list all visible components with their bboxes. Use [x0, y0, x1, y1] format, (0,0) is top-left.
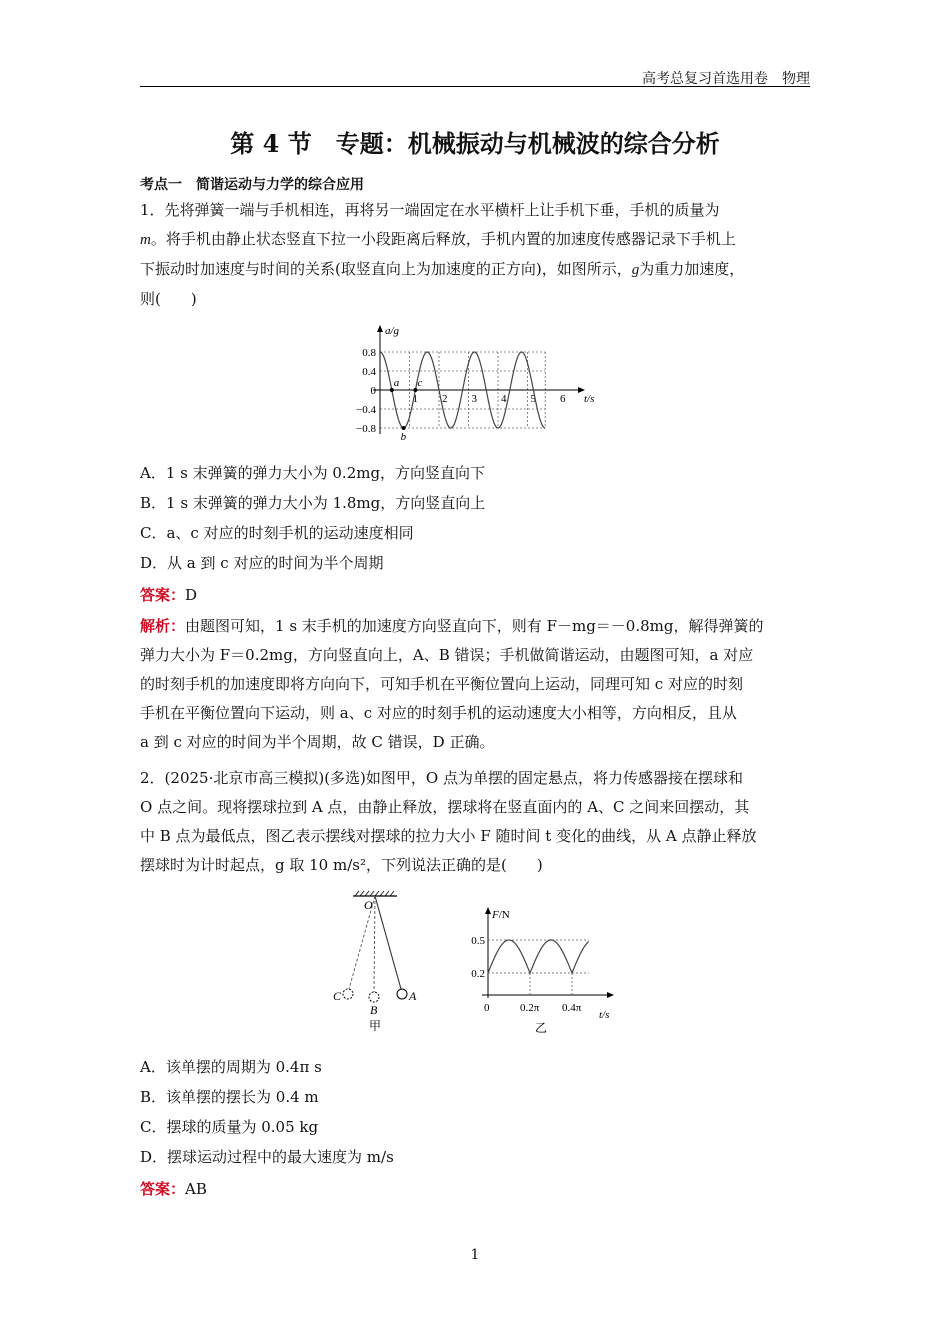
running-header: 高考总复习首选用卷 物理 — [642, 71, 810, 87]
point-c-label: C — [333, 989, 342, 1003]
force-chart — [460, 904, 625, 1036]
x-tick-label: 0.2π — [520, 1002, 540, 1014]
point-a-label: A — [409, 989, 417, 1003]
q2-answer: 答案：AB — [140, 1180, 207, 1198]
point-c-label: c — [417, 377, 423, 389]
f-axis-label: F/N — [492, 909, 510, 921]
figure-b-caption: 乙 — [535, 1021, 548, 1035]
q2-option-c: C．摆球的质量为 0.05 kg — [140, 1118, 319, 1136]
point-o-label: O — [364, 898, 373, 912]
q2-option-d: D．摆球运动过程中的最大速度为 m/s — [140, 1148, 394, 1166]
x-tick-label: 0.4π — [562, 1002, 582, 1014]
page-number: 1 — [470, 1247, 480, 1263]
y-tick-label: 0 — [370, 385, 376, 397]
point-a-label: a — [393, 377, 400, 389]
x-tick-label: 3 — [471, 393, 477, 405]
q1-option-b: B．1 s 末弹簧的弹力大小为 1.8mg，方向竖直向上 — [140, 494, 486, 512]
q1-answer: 答案：D — [140, 586, 198, 604]
point-b-label: b — [400, 431, 407, 443]
bob-a — [397, 989, 407, 999]
x-tick-label: 4 — [501, 393, 507, 405]
force-curve — [488, 940, 589, 973]
question-2-text: 2．(2025·北京市高三模拟)(多选)如图甲，O 点为单摆的固定悬点，将力传感器接在摆球和 O 点之间。现将摆球拉到 A 点，由静止释放，摆球将在竖直面内的 A、C 之间来回摆动，其 中 B 点为最低点，图乙表示摆线对摆球的拉力大小 F 随时间 t 变化的曲线，从 A 点静止释放 摆球时为计时起点，g 取 10 m/s²，下列说法正确的是( ) — [140, 769, 757, 874]
bob-c — [343, 989, 353, 999]
point-b — [402, 426, 406, 430]
question-1-text: 1．先将弹簧一端与手机相连，再将另一端固定在水平横杆上让手机下垂，手机的质量为 m。将手机由静止状态竖直下拉一小段距离后释放，手机内置的加速度传感器记录下手机上 下振动时加速度与时间的关系(取竖直向上为加速度的正方向)，如图所示，g为重力加速度， 则( ) — [140, 201, 745, 308]
y-tick-label: 0.2 — [471, 968, 485, 980]
y-tick-label: 0.8 — [362, 347, 376, 359]
x-tick-label: 5 — [530, 393, 536, 405]
section-heading: 考点一 简谐运动与力学的综合应用 — [140, 177, 364, 193]
x-tick-label: 2 — [442, 393, 448, 405]
x-tick-label: 0 — [484, 1002, 490, 1014]
pendulum-figure — [325, 890, 435, 1035]
y-tick-label: −0.8 — [356, 423, 376, 435]
y-tick-label: −0.4 — [356, 404, 376, 416]
figure-a-caption: 甲 — [369, 1019, 382, 1033]
q2-option-a: A．该单摆的周期为 0.4π s — [140, 1058, 322, 1076]
q1-analysis: 解析：由题图可知，1 s 末手机的加速度方向竖直向下，则有 F－mg＝－0.8mg，解得弹簧的 弹力大小为 F＝0.2mg，方向竖直向上，A、B 错误；手机做简谐运动，由题图可知，a 对应 的时刻手机的加速度即将方向向下，可知手机在平衡位置向上运动，同理可知 c 对应的时刻 手机在平衡位置向下运动，则 a、c 对应的时刻手机的运动速度大小相等，方向相反，且从 a 到 c 对应的时间为半个周期，故 C 错误，D 正确。 — [140, 617, 764, 751]
x-tick-label: 1 — [412, 393, 418, 405]
t-axis-label: t/s — [599, 1009, 610, 1021]
bob-b — [369, 992, 379, 1002]
point-b-label: B — [370, 1003, 378, 1017]
y-axis-label: a/g — [385, 325, 400, 337]
header-rule — [140, 86, 810, 87]
page-title: 第 4 节 专题：机械振动与机械波的综合分析 — [230, 129, 720, 158]
x-axis-label: t/s — [584, 393, 595, 405]
q1-option-a: A．1 s 末弹簧的弹力大小为 0.2mg，方向竖直向下 — [140, 464, 486, 482]
q2-option-b: B．该单摆的摆长为 0.4 m — [140, 1088, 319, 1106]
acceleration-chart — [345, 322, 605, 444]
y-tick-label: 0.4 — [362, 366, 376, 378]
x-tick-label: 6 — [560, 393, 566, 405]
q1-option-c: C．a、c 对应的时刻手机的运动速度相同 — [140, 524, 414, 542]
y-tick-label: 0.5 — [471, 935, 485, 947]
q1-option-d: D．从 a 到 c 对应的时间为半个周期 — [140, 554, 384, 572]
